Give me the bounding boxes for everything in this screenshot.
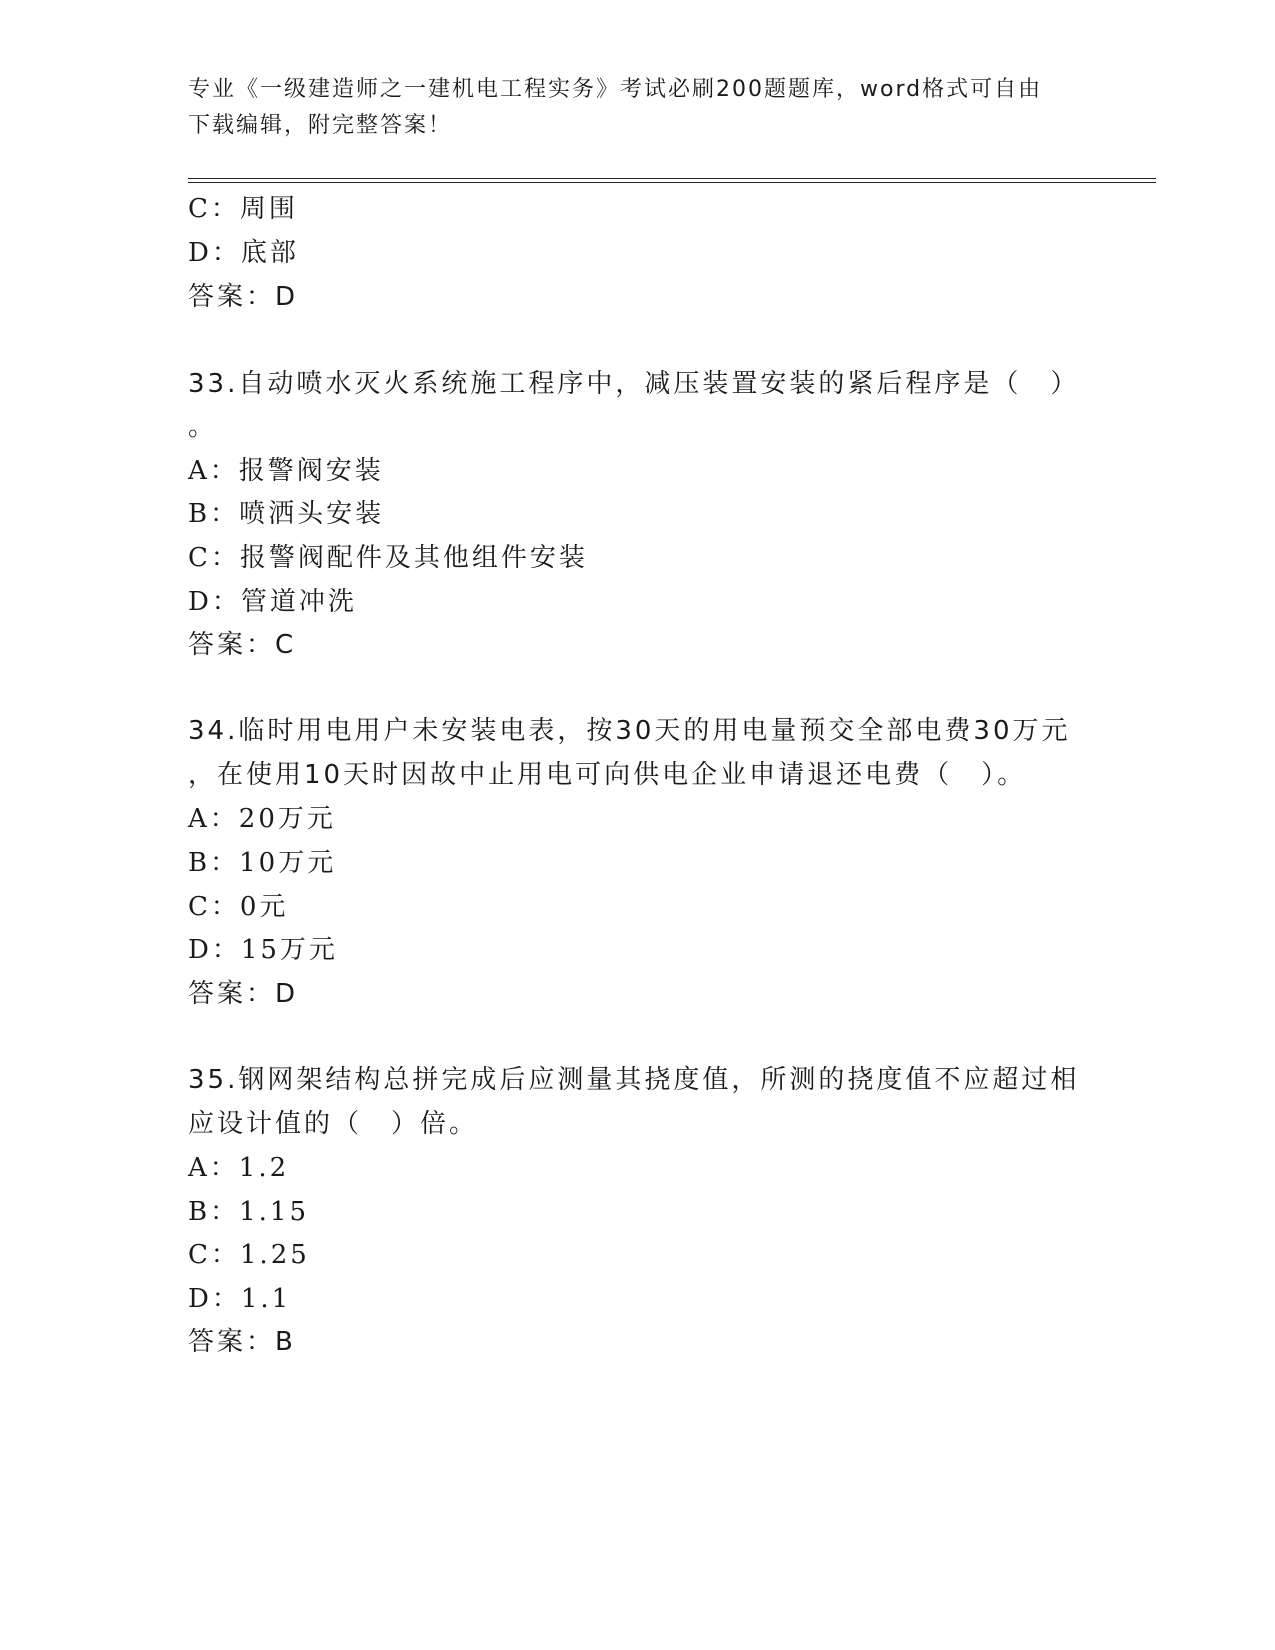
- header-line-1: 专业《一级建造师之一建机电工程实务》考试必刷200题题库，word格式可自由: [188, 77, 1043, 102]
- q35-option-c: C：1.25: [188, 1240, 310, 1270]
- q34-stem-line-2: ，在使用10天时因故中止用电可向供电企业申请退还电费（ ）。: [188, 760, 1027, 790]
- q35-answer: 答案：B: [188, 1327, 296, 1357]
- header-divider-top: [188, 178, 1156, 179]
- q33-stem-line-2: 。: [188, 412, 218, 442]
- q33-option-b: B：喷洒头安装: [188, 499, 385, 529]
- prev-option-d: D：底部: [188, 238, 299, 268]
- q33-stem-line-1: 33.自动喷水灭火系统施工程序中，减压装置安装的紧后程序是（ ）: [188, 369, 1080, 399]
- q34-option-b: B：10万元: [188, 848, 337, 878]
- q34-option-d: D：15万元: [188, 935, 338, 965]
- header-line-2: 下载编辑，附完整答案！: [188, 113, 453, 138]
- prev-option-c: C：周围: [188, 194, 298, 224]
- q33-option-a: A：报警阀安装: [188, 456, 384, 486]
- q34-option-a: A：20万元: [188, 804, 336, 834]
- q35-option-a: A：1.2: [188, 1153, 290, 1183]
- q33-answer: 答案：C: [188, 630, 297, 660]
- q35-option-b: B：1.15: [188, 1197, 309, 1227]
- q35-option-d: D：1.1: [188, 1284, 292, 1314]
- q33-option-c: C：报警阀配件及其他组件安装: [188, 543, 588, 573]
- header-divider-bottom: [188, 182, 1156, 183]
- q33-option-d: D：管道冲洗: [188, 587, 357, 617]
- q34-answer: 答案：D: [188, 979, 299, 1009]
- q34-option-c: C：0元: [188, 892, 289, 922]
- q35-stem-line-2: 应设计值的（ ）倍。: [188, 1109, 479, 1139]
- q34-stem-line-1: 34.临时用电用户未安装电表，按30天的用电量预交全部电费30万元: [188, 716, 1071, 746]
- prev-answer: 答案：D: [188, 282, 299, 312]
- document-header: [188, 72, 1088, 144]
- q35-stem-line-1: 35.钢网架结构总拼完成后应测量其挠度值，所测的挠度值不应超过相: [188, 1065, 1080, 1095]
